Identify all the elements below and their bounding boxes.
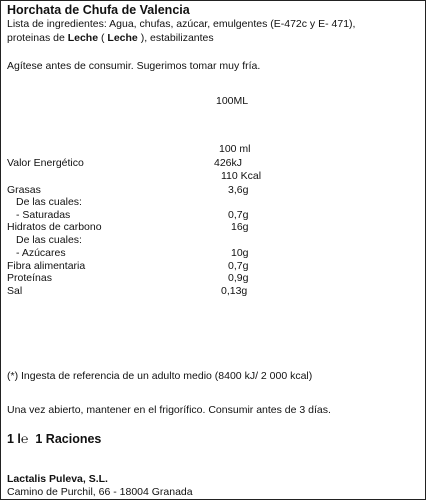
- ingredients-text-a: proteinas de: [7, 32, 68, 44]
- ingredients-line-2: [7, 32, 214, 44]
- nutrition-label: Valor Energético: [7, 157, 84, 169]
- nutrition-value: 0,13g: [221, 285, 248, 297]
- nutrition-column-header: 100 ml: [219, 143, 251, 155]
- estimated-sign-icon: ℮: [20, 432, 29, 446]
- nutrition-value: 16g: [231, 221, 249, 233]
- company-name: Lactalis Puleva, S.L.: [7, 473, 108, 485]
- shake-note: Agítese antes de consumir. Sugerimos tomar muy fría.: [7, 60, 261, 72]
- allergen-leche-2: Leche: [107, 32, 138, 44]
- nutrition-value: 110 Kcal: [221, 170, 262, 182]
- nutrition-value: 3,6g: [228, 184, 249, 196]
- nutrition-value: 426kJ: [214, 157, 243, 169]
- nutrition-label: De las cuales:: [16, 196, 82, 208]
- nutrition-value: 0,9g: [228, 272, 249, 284]
- quantity-value: 1 l: [7, 432, 21, 446]
- ingredients-text-b: (: [98, 32, 108, 44]
- nutrition-value: 0,7g: [228, 260, 249, 272]
- portions-value: 1 Raciones: [35, 432, 102, 446]
- nutrition-label: Fibra alimentaria: [7, 260, 86, 272]
- reference-intake-note: (*) Ingesta de referencia de un adulto medio (8400 kJ/ 2 000 kcal): [7, 370, 313, 382]
- nutrition-header-100ml: 100ML: [216, 95, 249, 107]
- nutrition-label: - Saturadas: [16, 209, 71, 221]
- quantity-line: [7, 432, 101, 446]
- product-title: Horchata de Chufa de Valencia: [7, 3, 190, 17]
- nutrition-label: Grasas: [7, 184, 41, 196]
- nutrition-label: Sal: [7, 285, 23, 297]
- nutrition-label: Proteínas: [7, 272, 52, 284]
- company-address: Camino de Purchil, 66 - 18004 Granada: [7, 486, 193, 498]
- ingredients-text-c: ), estabilizantes: [137, 32, 214, 44]
- storage-note: Una vez abierto, mantener en el frigorífico. Consumir antes de 3 días.: [7, 404, 331, 416]
- nutrition-value: 0,7g: [228, 209, 249, 221]
- nutrition-value: 10g: [231, 247, 249, 259]
- ingredients-line-1: Lista de ingredientes: Agua, chufas, azúcar, emulgentes (E-472c y E- 471),: [7, 18, 356, 30]
- nutrition-label: De las cuales:: [16, 234, 82, 246]
- nutrition-label: - Azúcares: [16, 247, 66, 259]
- allergen-leche-1: Leche: [67, 32, 99, 44]
- nutrition-label: Hidratos de carbono: [7, 221, 102, 233]
